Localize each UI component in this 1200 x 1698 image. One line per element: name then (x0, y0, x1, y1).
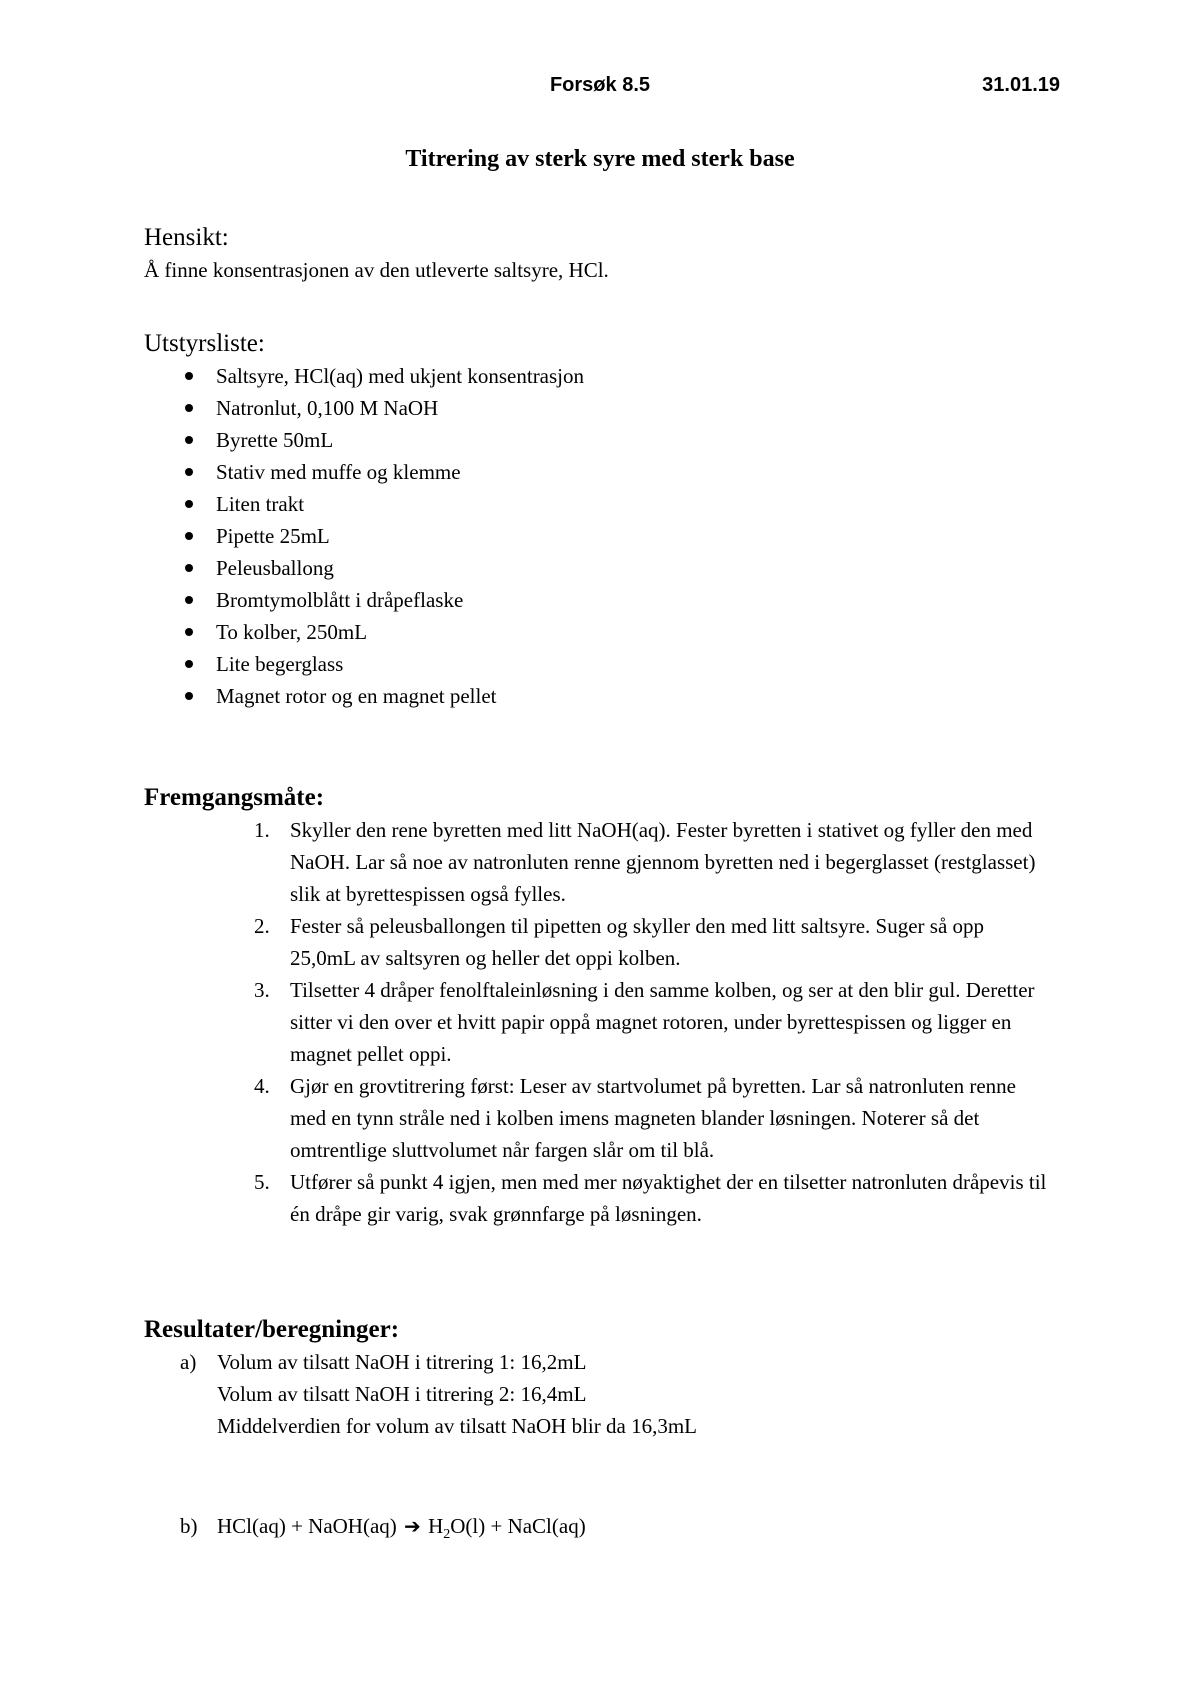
list-item: 3. Tilsetter 4 dråper fenolftaleinløsning i den samme kolben, og ser at den blir gul. Deretter sitter vi den over et hvitt papir oppå magnet rotoren, under byrettespissen og ligger en magnet pellet oppi. (254, 978, 1035, 1066)
document-date: 31.01.19 (982, 74, 1060, 96)
purpose-heading: Hensikt: (144, 224, 229, 251)
list-item: Bromtymolblått i dråpeflaske (144, 584, 584, 616)
list-item: Pipette 25mL (144, 520, 584, 552)
list-item: 4. Gjør en grovtitrering først: Leser av startvolumet på byretten. Lar så natronluten renne med en tynn stråle ned i kolben imens magneten blander løsningen. Noterer så det omtrentlige sluttvolumet når fargen slår om til blå. (254, 1074, 1016, 1162)
bullet-icon (185, 404, 193, 412)
experiment-number: Forsøk 8.5 (549, 74, 651, 96)
results-section (144, 1314, 697, 1442)
procedure-list (144, 814, 1050, 1230)
result-a-line-2: Volum av tilsatt NaOH i titrering 2: 16,4mL (217, 1382, 587, 1406)
list-item: Stativ med muffe og klemme (144, 456, 584, 488)
document-title: Titrering av sterk syre med sterk base (405, 146, 795, 172)
results-heading: Resultater/beregninger: (144, 1316, 400, 1343)
procedure-section (144, 782, 1050, 1230)
list-item: Byrette 50mL (144, 424, 584, 456)
list-item: Magnet rotor og en magnet pellet (144, 680, 584, 712)
list-item: Lite begerglass (144, 648, 584, 680)
bullet-icon (185, 500, 193, 508)
list-item: Peleusballong (144, 552, 584, 584)
result-b (144, 1510, 586, 1551)
reaction-equation: HCl(aq) + NaOH(aq) ➔ $H_2O(l)$ + NaCl(aq) (217, 1510, 586, 1551)
bullet-icon (185, 628, 193, 636)
purpose-text: Å finne konsentrasjonen av den utleverte saltsyre, HCl. (144, 258, 609, 282)
bullet-icon (185, 468, 193, 476)
result-a-label: a) (180, 1350, 197, 1374)
bullet-icon (185, 532, 193, 540)
list-item: Saltsyre, HCl(aq) med ukjent konsentrasjon (144, 360, 584, 392)
list-item: 2. Fester så peleusballongen til pipetten og skyller den med litt saltsyre. Suger så opp 25,0mL av saltsyren og heller det oppi kolben. (254, 914, 985, 970)
result-b-label: b) (180, 1514, 198, 1538)
equipment-list (144, 360, 584, 712)
result-a (144, 1346, 697, 1442)
list-item: Natronlut, 0,100 M NaOH (144, 392, 584, 424)
result-b-section (144, 1510, 586, 1551)
bullet-icon (185, 372, 193, 380)
bullet-icon (185, 692, 193, 700)
bullet-icon (185, 436, 193, 444)
result-a-line-3: Middelverdien for volum av tilsatt NaOH blir da 16,3mL (217, 1414, 697, 1438)
bullet-icon (185, 564, 193, 572)
arrow-right-icon: ➔ (404, 1514, 421, 1538)
equipment-section (144, 328, 584, 712)
list-item: Liten trakt (144, 488, 584, 520)
bullet-icon (185, 660, 193, 668)
list-item: To kolber, 250mL (144, 616, 584, 648)
equipment-heading: Utstyrsliste: (144, 330, 265, 357)
purpose-section (144, 222, 609, 286)
list-item: 5. Utfører så punkt 4 igjen, men med mer nøyaktighet der en tilsetter natronluten dråpevis til én dråpe gir varig, svak grønnfarge på løsningen. (254, 1170, 1047, 1226)
list-item: 1. Skyller den rene byretten med litt NaOH(aq). Fester byretten i stativet og fyller den med NaOH. Lar så noe av natronluten renne gjennom byretten ned i begerglasset (restglasset) slik at byrettespissen også fylles. (254, 818, 1036, 906)
result-a-line-1: Volum av tilsatt NaOH i titrering 1: 16,2mL (217, 1350, 587, 1374)
bullet-icon (185, 596, 193, 604)
procedure-heading: Fremgangsmåte: (144, 784, 325, 811)
